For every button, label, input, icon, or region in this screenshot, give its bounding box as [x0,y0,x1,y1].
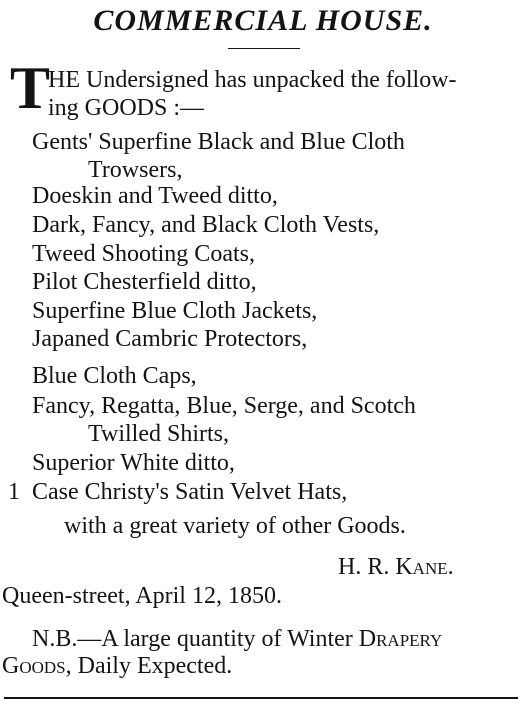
ad-title: COMMERCIAL HOUSE. [93,4,433,37]
title-rule [228,48,300,49]
intro-line-1: HE Undersigned has unpacked the follow- [48,67,457,93]
item-superior-white: Superior White ditto, [32,450,235,476]
item-vests: Dark, Fancy, and Black Cloth Vests, [32,212,380,238]
drop-cap: T [10,55,51,121]
bottom-rule [4,697,518,699]
nb-line-2 [2,652,232,680]
signature-surname: Kane. [395,554,454,580]
hats-quantity: 1 [8,479,20,505]
nb-goods: Goods [2,653,66,679]
variety-line: with a great variety of other Goods. [64,513,406,539]
nb-suffix: , Daily Expected. [65,653,233,679]
signature [338,553,454,581]
item-jackets: Superfine Blue Cloth Jackets, [32,298,318,324]
dateline: Queen-street, April 12, 1850. [2,583,282,609]
item-hats: Case Christy's Satin Velvet Hats, [32,479,348,505]
item-gents-trowsers-cont: Trowsers, [88,157,183,183]
intro-line-2: ing GOODS :— [48,95,205,121]
item-chesterfield: Pilot Chesterfield ditto, [32,269,257,295]
nb-drapery: Drapery [358,626,443,652]
item-shooting-coats: Tweed Shooting Coats, [32,241,255,267]
nb-line-1 [32,625,442,653]
item-shirts-cont: Twilled Shirts, [88,421,229,447]
item-doeskin: Doeskin and Tweed ditto, [32,183,278,209]
item-caps: Blue Cloth Caps, [32,363,197,389]
item-gents-trowsers: Gents' Superfine Black and Blue Cloth [32,129,405,155]
nb-prefix: N.B.—A large quantity of Winter [32,626,359,652]
signature-initials: H. R. [338,554,396,580]
item-shirts: Fancy, Regatta, Blue, Serge, and Scotch [32,393,416,419]
item-protectors: Japaned Cambric Protectors, [32,326,308,352]
